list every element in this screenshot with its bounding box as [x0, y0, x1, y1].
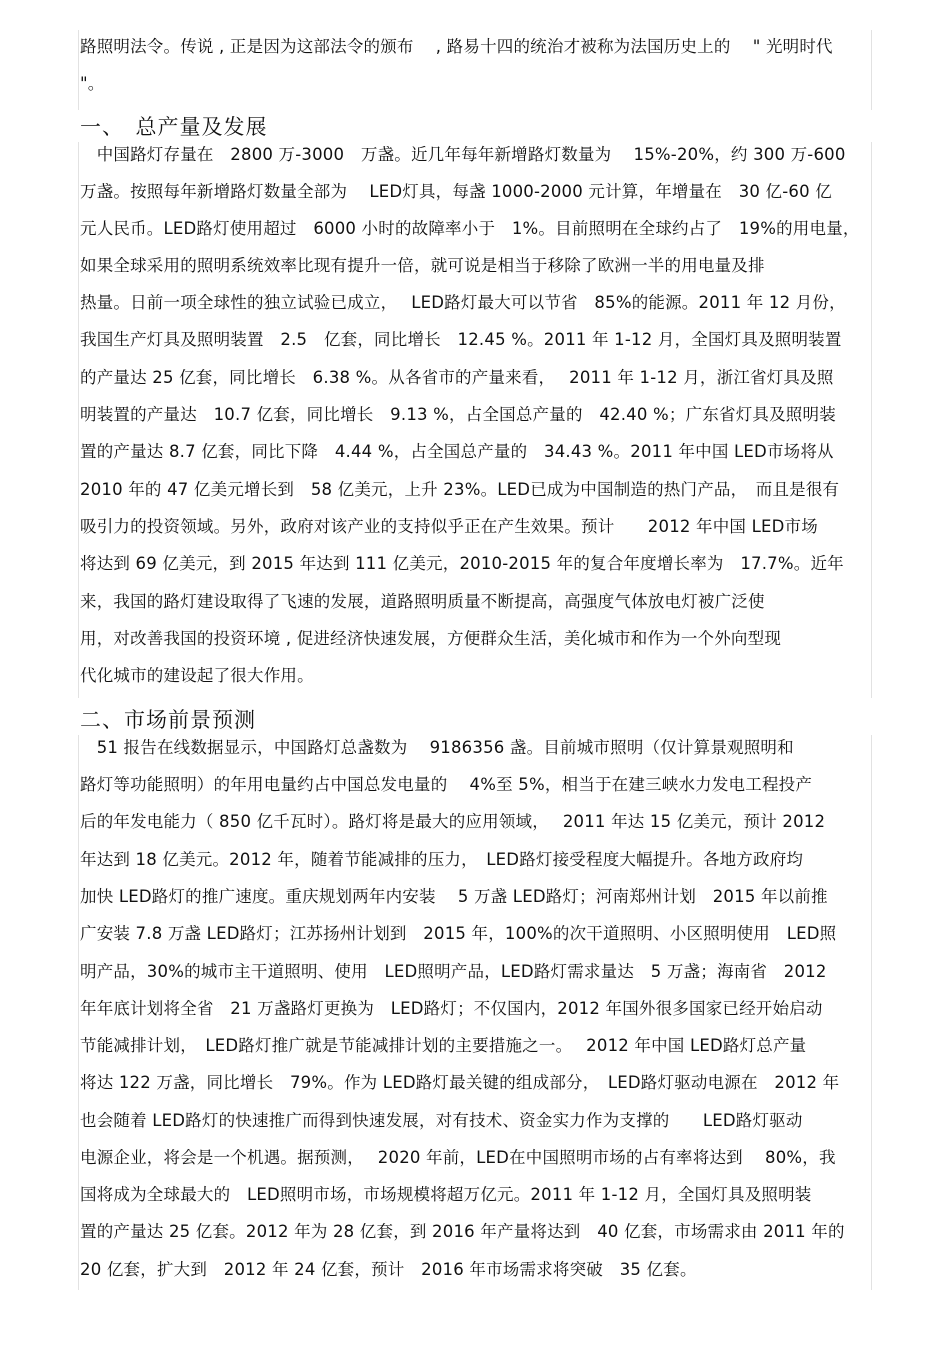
- paragraph-line: 如果全球采用的照明系统效率比现有提升一倍，就可说是相当于移除了欧洲一半的用电量及排: [80, 256, 765, 275]
- section-heading-production: 一、 总产量及发展: [80, 115, 268, 139]
- paragraph-line: 将达 122 万盏，同比增长 79%。作为 LED路灯最关键的组成部分， LED路灯驱动电源在 2012 年: [80, 1073, 840, 1092]
- paragraph-line: 年年底计划将全省 21 万盏路灯更换为 LED路灯；不仅国内，2012 年国外很多国家已经开始启动: [80, 999, 823, 1018]
- paragraph-line: 国将成为全球最大的 LED照明市场，市场规模将超万亿元。2011 年 1-12 月，全国灯具及照明装: [80, 1185, 812, 1204]
- paragraph-line: 电源企业，将会是一个机遇。据预测， 2020 年前，LED在中国照明市场的占有率将达到 80%，我: [80, 1148, 836, 1167]
- section-heading-market-outlook: 二、市场前景预测: [80, 708, 256, 732]
- paragraph-line: 年达到 18 亿美元。2012 年，随着节能减排的压力， LED路灯接受程度大幅提升。各地方政府均: [80, 850, 804, 869]
- paragraph-line: 元人民币。LED路灯使用超过 6000 小时的故障率小于 1%。目前照明在全球约占了 19%的用电量，: [80, 219, 860, 238]
- intro-line: "。: [80, 74, 105, 93]
- paragraph-line: 热量。日前一项全球性的独立试验已成立， LED路灯最大可以节省 85%的能源。2011 年 12 月份，: [80, 293, 846, 312]
- paragraph-line: 2010 年的 47 亿美元增长到 58 亿美元，上升 23%。LED已成为中国制造的热门产品， 而且是很有: [80, 480, 840, 499]
- paragraph-line: 节能减排计划， LED路灯推广就是节能减排计划的主要措施之一。 2012 年中国 LED路灯总产量: [80, 1036, 807, 1055]
- paragraph-line: 吸引力的投资领域。另外，政府对该产业的支持似乎正在产生效果。预计 2012 年中国 LED市场: [80, 517, 818, 536]
- paragraph-line: 置的产量达 8.7 亿套，同比下降 4.44 %，占全国总产量的 34.43 %。2011 年中国 LED市场将从: [80, 442, 834, 461]
- intro-line: 路照明法令。传说 , 正是因为这部法令的颁布 , 路易十四的统治才被称为法国历史上的 " 光明时代: [80, 37, 833, 56]
- paragraph-line: 的产量达 25 亿套，同比增长 6.38 %。从各省市的产量来看， 2011 年 1-12 月，浙江省灯具及照: [80, 368, 834, 387]
- paragraph-line: 置的产量达 25 亿套。2012 年为 28 亿套，到 2016 年产量将达到 40 亿套，市场需求由 2011 年的: [80, 1222, 845, 1241]
- paragraph-line: 万盏。按照每年新增路灯数量全部为 LED灯具，每盏 1000-2000 元计算，年增量在 30 亿-60 亿: [80, 182, 832, 201]
- paragraph-line: 中国路灯存量在 2800 万-3000 万盏。近几年每年新增路灯数量为 15%-20%，约 300 万-600: [80, 145, 846, 164]
- paragraph-line: 也会随着 LED路灯的快速推广而得到快速发展，对有技术、资金实力作为支撑的 LED路灯驱动: [80, 1111, 803, 1130]
- paragraph-line: 广安装 7.8 万盏 LED路灯；江苏扬州计划到 2015 年，100%的次干道照明、小区照明使用 LED照: [80, 924, 837, 943]
- paragraph-line: 加快 LED路灯的推广速度。重庆规划两年内安装 5 万盏 LED路灯；河南郑州计划 2015 年以前推: [80, 887, 828, 906]
- paragraph-line: 明产品，30%的城市主干道照明、使用 LED照明产品，LED路灯需求量达 5 万盏；海南省 2012: [80, 962, 827, 981]
- paragraph-line: 51 报告在线数据显示，中国路灯总盏数为 9186356 盏。目前城市照明（仅计算景观照明和: [80, 738, 794, 757]
- paragraph-line: 来，我国的路灯建设取得了飞速的发展，道路照明质量不断提高，高强度气体放电灯被广泛使: [80, 592, 765, 611]
- paragraph-line: 用，对改善我国的投资环境 , 促进经济快速发展，方便群众生活，美化城市和作为一个外向型现: [80, 629, 782, 648]
- paragraph-line: 明装置的产量达 10.7 亿套，同比增长 9.13 %，占全国总产量的 42.40 %；广东省灯具及照明装: [80, 405, 836, 424]
- paragraph-line: 代化城市的建设起了很大作用。: [80, 666, 314, 685]
- paragraph-line: 路灯等功能照明）的年用电量约占中国总发电量的 4%至 5%，相当于在建三峡水力发电工程投产: [80, 775, 813, 794]
- paragraph-line: 我国生产灯具及照明装置 2.5 亿套，同比增长 12.45 %。2011 年 1-12 月，全国灯具及照明装置: [80, 330, 842, 349]
- paragraph-line: 20 亿套，扩大到 2012 年 24 亿套，预计 2016 年市场需求将突破 35 亿套。: [80, 1260, 697, 1279]
- paragraph-line: 后的年发电能力（ 850 亿千瓦时）。路灯将是最大的应用领域， 2011 年达 15 亿美元，预计 2012: [80, 812, 826, 831]
- paragraph-line: 将达到 69 亿美元，到 2015 年达到 111 亿美元，2010-2015 年的复合年度增长率为 17.7%。近年: [80, 554, 844, 573]
